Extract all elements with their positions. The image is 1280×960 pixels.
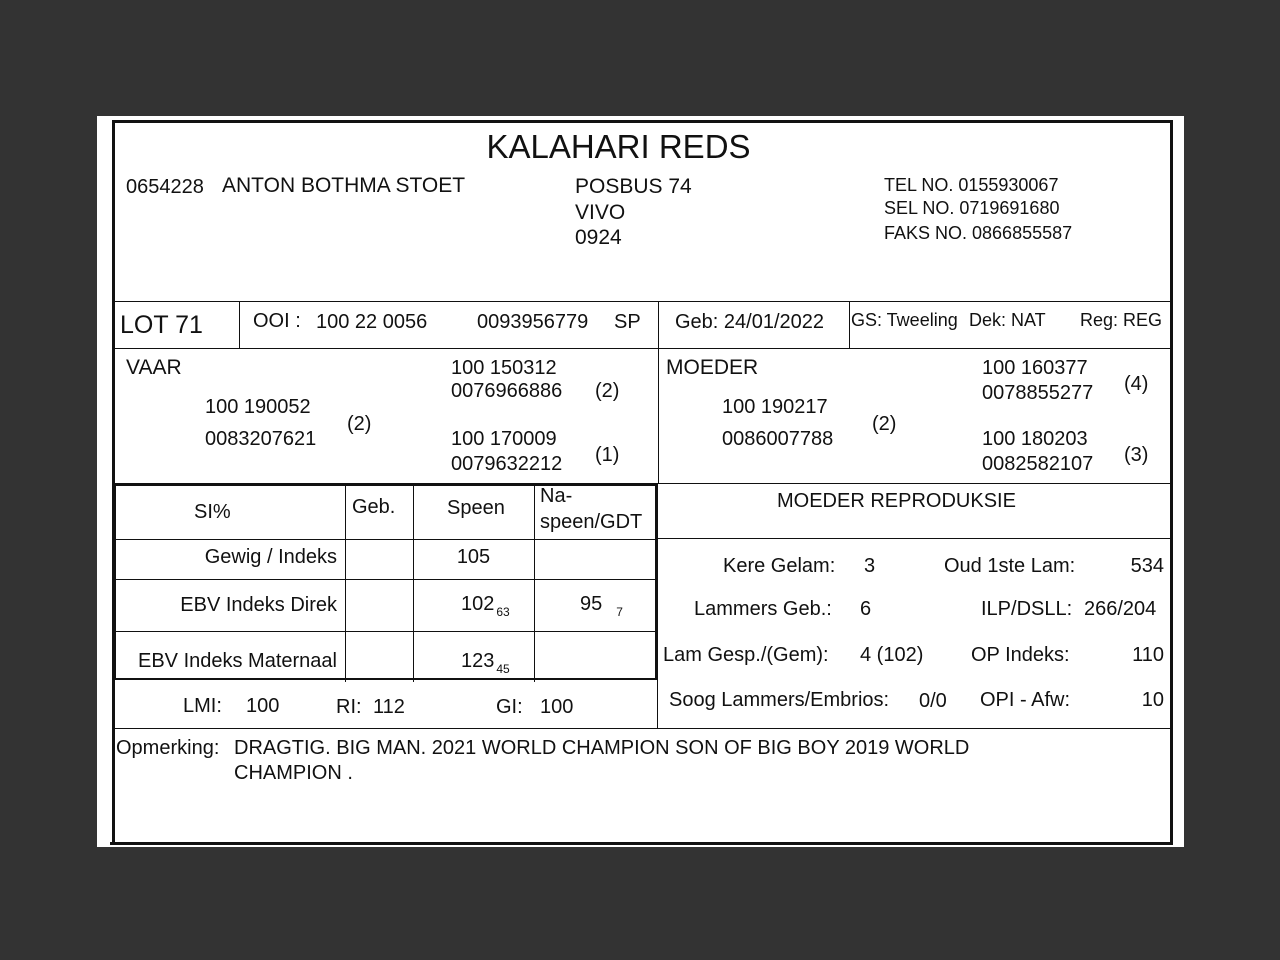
row-gewig-speen [413,546,534,569]
si-col-2 [413,484,414,682]
kere-label: Kere Gelam: [723,555,836,577]
div-lot-1 [239,301,240,348]
oud-label: Oud 1ste Lam: [944,555,1076,577]
lamgesp-value: 4 (102) [860,644,924,666]
moeder-label: MOEDER [666,356,759,379]
speen-header: Speen [447,497,505,519]
remark-label: Opmerking: [116,737,220,759]
row-maternaal-speen-value: 123 [461,650,495,672]
faks-number: FAKS NO. 0866855587 [884,223,1073,243]
soog-value: 0/0 [919,690,947,712]
div-lot-2 [658,301,659,348]
naspeen-header-2: speen/GDT [540,511,643,533]
vaar-id1: 100 190052 [205,396,311,418]
line-lot-bottom [113,348,1171,349]
dek-status: Dek: NAT [969,310,1046,330]
moeder-id1: 100 190217 [722,396,828,418]
gs-status: GS: Tweeling [851,310,958,330]
reg-status: Reg: REG [1080,310,1163,330]
row-direk-speen-value: 102 [461,593,495,615]
sel-number: SEL NO. 0719691680 [884,198,1060,218]
row-direk-speen-sub: 63 [496,605,510,619]
breed-title: KALAHARI REDS [486,128,751,165]
div-pedigree [658,348,659,484]
ooi-label: OOI : [253,310,301,332]
moeder-dam-id2: 0082582107 [982,453,1094,475]
vaar-sire-count: (2) [595,380,620,402]
si-col-1 [345,484,346,682]
vaar-dam-id2: 0079632212 [451,453,563,475]
moeder-dam-id1: 100 180203 [982,428,1088,450]
vaar-sire-id1: 100 150312 [451,357,557,379]
breeder-name: ANTON BOTHMA STOET [222,174,466,197]
gi-label: GI: [496,696,523,718]
line-remark-top [113,728,1171,729]
gi-value: 100 [540,696,574,718]
op-label: OP Indeks: [971,644,1070,666]
lot-card [97,116,1184,847]
row-direk-naspeen [580,593,623,619]
remark-line-1: DRAGTIG. BIG MAN. 2021 WORLD CHAMPION SON OF BIG BOY 2019 WORLD [234,737,970,759]
si-col-3 [534,484,535,682]
row-direk-naspeen-sub: 7 [616,605,623,619]
naspeen-header-1: Na- [540,485,573,507]
ri-label: RI: [336,696,362,718]
lot-number: LOT 71 [120,311,203,339]
row-gewig-speen-value: 105 [456,546,491,568]
ilp-label: ILP/DSLL: [981,598,1073,620]
lot-class: SP [614,311,641,333]
vaar-dam-count: (1) [595,444,620,466]
si-header: SI% [194,501,231,523]
lot-id: 0093956779 [477,311,589,333]
repro-title: MOEDER REPRODUKSIE [777,490,1016,512]
ooi-number: 100 22 0056 [316,311,428,333]
soog-label: Soog Lammers/Embrios: [669,689,890,711]
si-row-1 [114,539,657,540]
row-gewig-label: Gewig / Indeks [204,546,337,568]
vaar-sire-id2: 0076966886 [451,380,563,402]
moeder-sire-count: (4) [1124,373,1149,395]
moeder-count: (2) [872,413,897,435]
row-maternaal-speen [461,650,510,676]
breeder-code: 0654228 [126,176,204,198]
address-line-1: POSBUS 74 [575,175,692,198]
tel-number: TEL NO. 0155930067 [884,175,1059,195]
row-maternaal-label: EBV Indeks Maternaal [138,650,337,672]
moeder-sire-id1: 100 160377 [982,357,1088,379]
row-maternaal-speen-sub: 45 [496,662,510,676]
opi-label: OPI - Afw: [980,689,1071,711]
opi-value: 10 [1141,689,1164,711]
address-line-2: VIVO [575,201,626,224]
remark-line-2: CHAMPION . [234,762,353,784]
vaar-id2: 0083207621 [205,428,317,450]
moeder-id2: 0086007788 [722,428,834,450]
row-direk-naspeen-value: 95 [580,593,603,615]
frame-bottom [110,842,1172,845]
kere-value: 3 [864,555,876,577]
op-value: 110 [1132,644,1164,666]
vaar-label: VAAR [126,356,182,379]
address-line-3: 0924 [575,226,622,249]
lmi-value: 100 [246,695,280,717]
ri-value: 112 [373,696,405,718]
ilp-value: 266/204 [1084,598,1157,620]
row-direk-speen [461,593,510,619]
vaar-count: (2) [347,413,372,435]
line-repro-title [658,538,1171,539]
row-direk-label: EBV Indeks Direk [180,594,337,616]
si-row-3 [114,631,657,632]
oud-value: 534 [1130,555,1164,577]
frame-top [112,120,1172,123]
vaar-dam-id1: 100 170009 [451,428,557,450]
moeder-sire-id2: 0078855277 [982,382,1094,404]
lammers-value: 6 [860,598,872,620]
si-row-2 [114,579,657,580]
geb-header: Geb. [352,496,396,518]
lammers-label: Lammers Geb.: [694,598,832,620]
line-lot-top [113,301,1171,302]
lmi-label: LMI: [183,695,222,717]
div-lot-3 [849,301,850,348]
div-repro [657,483,658,729]
moeder-dam-count: (3) [1124,444,1149,466]
birth-date: Geb: 24/01/2022 [675,311,825,333]
lamgesp-label: Lam Gesp./(Gem): [663,644,829,666]
